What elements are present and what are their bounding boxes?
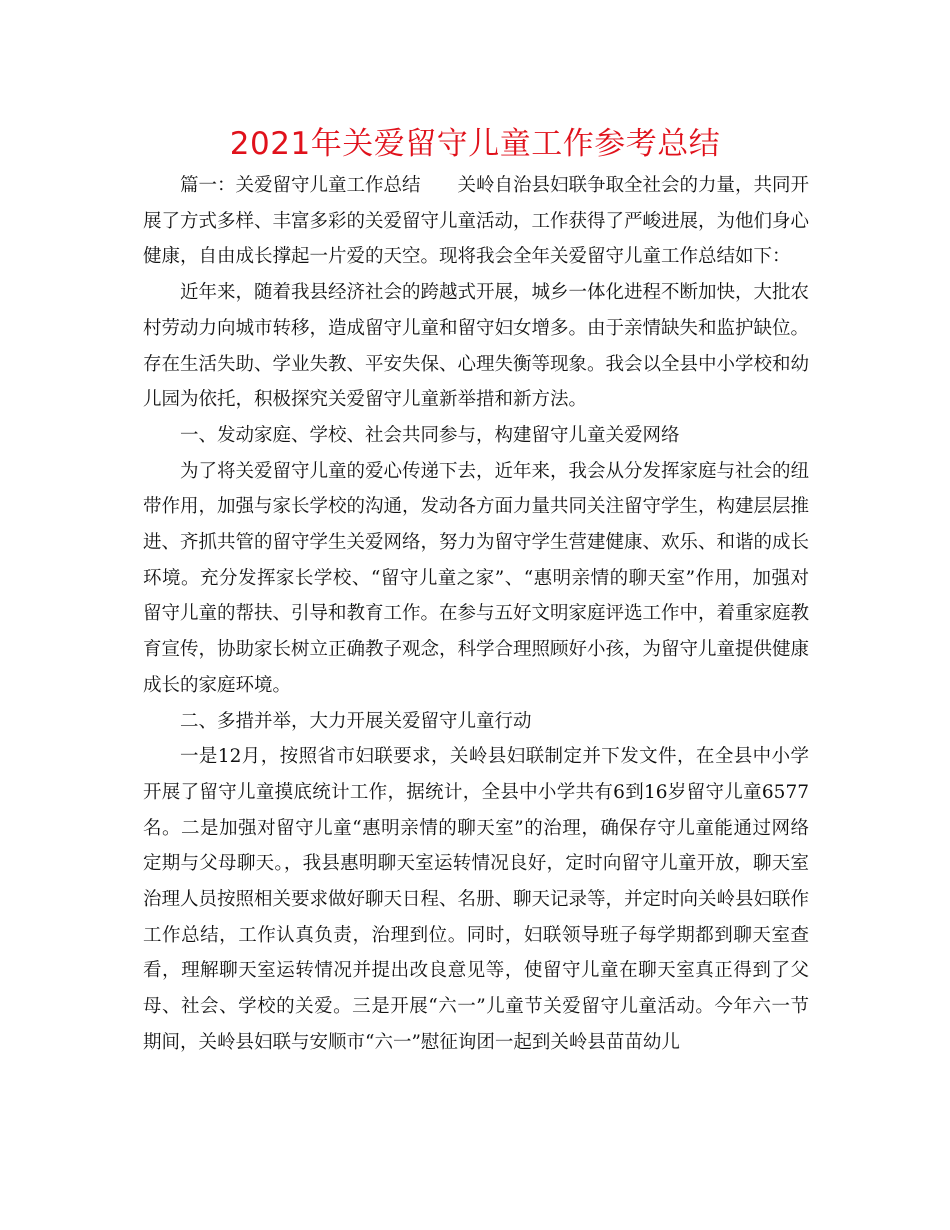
document-body	[143, 168, 809, 1061]
section-heading: 二、多措并举，大力开展关爱留守儿童行动	[180, 710, 532, 732]
document-title: 2021年关爱留守儿童工作参考总结	[229, 126, 721, 162]
section-heading: 一、发动家庭、学校、社会共同参与，构建留守儿童关爱网络	[180, 424, 680, 446]
paragraph: 近年来，随着我县经济社会的跨越式开展，城乡一体化进程不断加快，大批农村劳动力向城市转移，造成留守儿童和留守妇女增多。由于亲情缺失和监护缺位。存在生活失助、学业失教、平安失保、心理失衡等现象。我会以全县中小学校和幼儿园为依托，积极探究关爱留守儿童新举措和新方法。	[143, 282, 810, 411]
paragraph: 篇一：关爱留守儿童工作总结 关岭自治县妇联争取全社会的力量，共同开展了方式多样、丰富多彩的关爱留守儿童活动，工作获得了严峻进展，为他们身心健康，自由成长撑起一片爱的天空。现将我会全年关爱留守儿童工作总结如下：	[143, 175, 810, 268]
paragraph: 一是12月，按照省市妇联要求，关岭县妇联制定并下发文件，在全县中小学开展了留守儿童摸底统计工作，据统计，全县中小学共有6到16岁留守儿童6577名。二是加强对留守儿童“惠明亲情的聊天室”的治理，确保存守儿童能通过网络定期与父母聊天。，我县惠明聊天室运转情况良好，定时向留守儿童开放，聊天室治理人员按照相关要求做好聊天日程、名册、聊天记录等，并定时向关岭县妇联作工作总结，工作认真负责，治理到位。同时，妇联领导班子每学期都到聊天室查看，理解聊天室运转情况并提出改良意见等，使留守儿童在聊天室真正得到了父母、社会、学校的关爱。三是开展“六一”儿童节关爱留守儿童活动。今年六一节期间，关岭县妇联与安顺市“六一”慰征询团一起到关岭县苗苗幼儿	[143, 746, 810, 1053]
paragraph: 为了将关爱留守儿童的爱心传递下去，近年来，我会从分发挥家庭与社会的纽带作用，加强与家长学校的沟通，发动各方面力量共同关注留守学生，构建层层推进、齐抓共管的留守学生关爱网络，努力为留守学生营建健康、欢乐、和谐的成长环境。充分发挥家长学校、“留守儿童之家”、“惠明亲情的聊天室”作用，加强对留守儿童的帮扶、引导和教育工作。在参与五好文明家庭评选工作中，着重家庭教育宣传，协助家长树立正确教子观念，科学合理照顾好小孩，为留守儿童提供健康成长的家庭环境。	[143, 460, 810, 696]
